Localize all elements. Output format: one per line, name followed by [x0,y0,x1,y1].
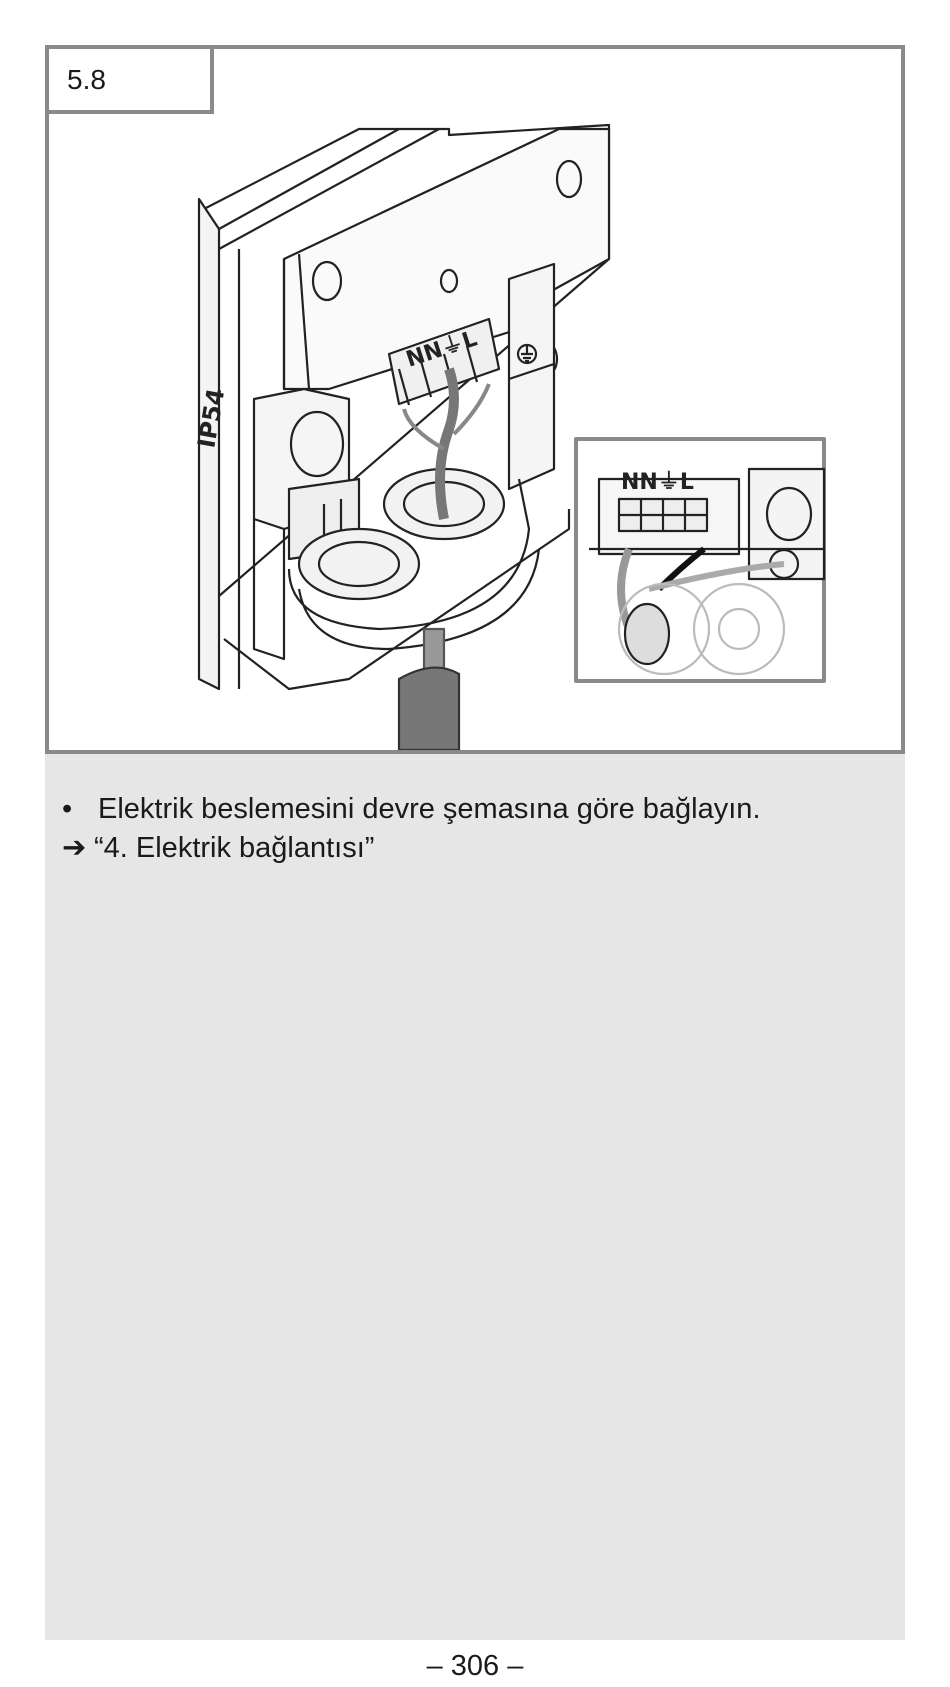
figure-frame [45,45,905,754]
instruction-text [62,790,882,868]
wiring-illustration [49,49,901,750]
inset-terminal-labels: NN⏚L [621,470,694,495]
page-number: – 306 – [426,1650,524,1682]
instruction-bullet [62,790,882,829]
cross-reference [62,829,882,868]
main-terminal-labels: NN⏚L [403,326,481,373]
cross-reference-text: “4. Elektrik bağlantısı” [94,832,375,864]
bullet-icon: • [62,793,73,825]
instruction-bullet-text: Elektrik beslemesini devre şemasına göre bağlayın. [98,793,761,825]
arrow-right-icon: ➔ [62,832,87,864]
ip-rating-label: IP54 [192,386,231,451]
step-number: 5.8 [49,49,214,114]
